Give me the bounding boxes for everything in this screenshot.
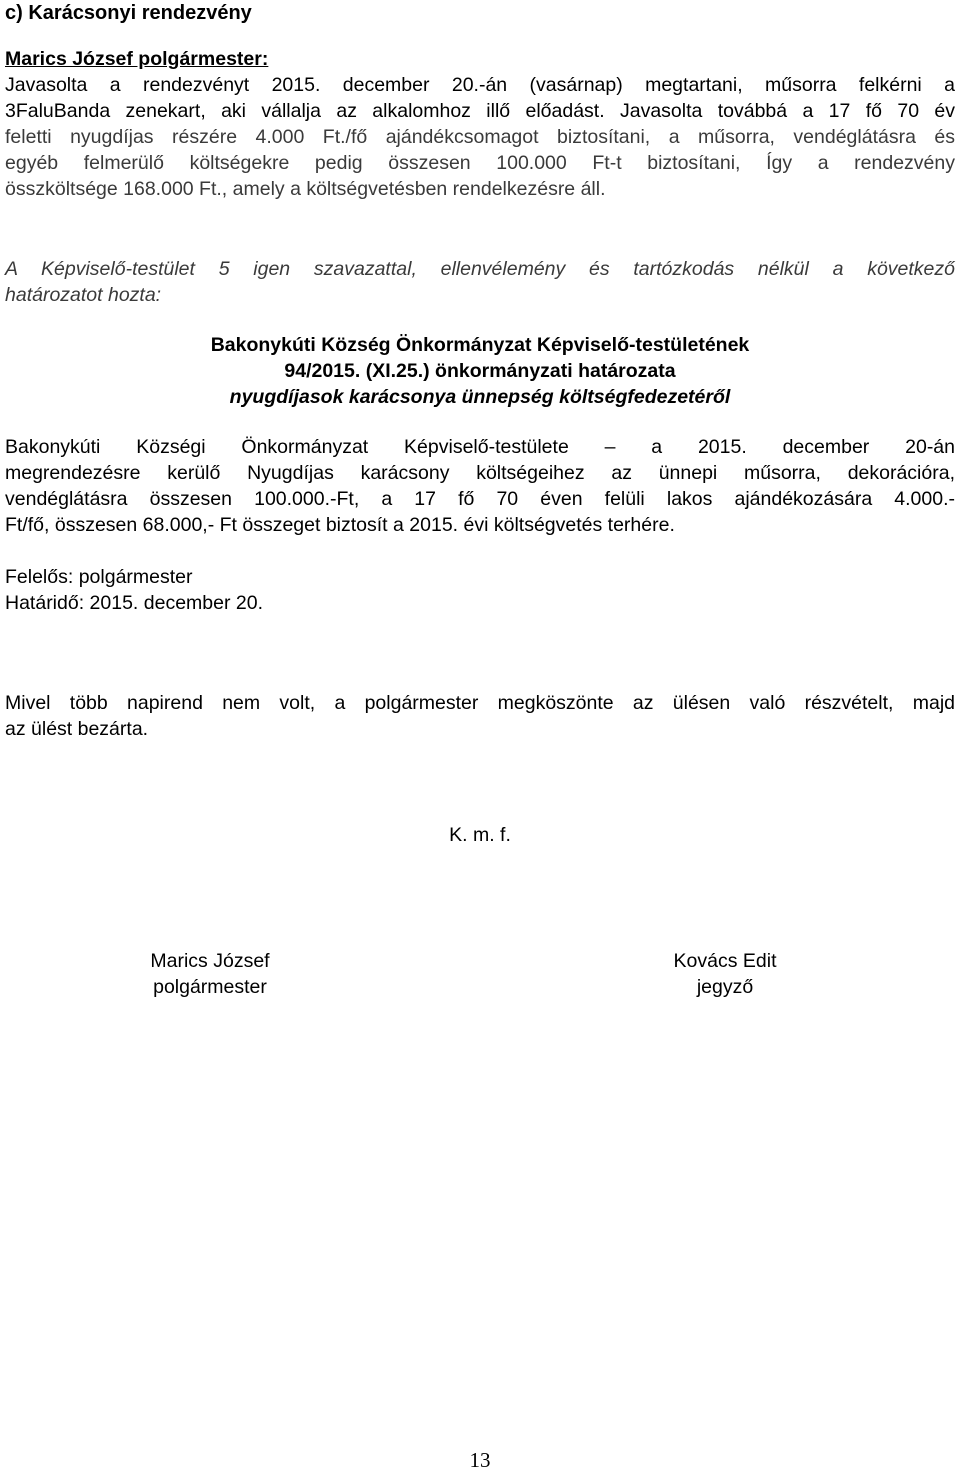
kmf-line: K. m. f.	[449, 824, 511, 846]
paragraph-line: Mivel több napirend nem volt, a polgármester megköszönte az ülésen való részvételt, majd	[5, 692, 955, 714]
resolution-number: 94/2015. (XI.25.) önkormányzati határozata	[284, 360, 676, 382]
document-page	[5, 0, 955, 1471]
paragraph-line: Javasolta a rendezvényt 2015. december 20.-án (vasárnap) megtartani, műsorra felkérni a	[5, 74, 955, 96]
closing-paragraph	[5, 690, 955, 742]
paragraph-line: Bakonykúti Községi Önkormányzat Képviselő-testülete – a 2015. december 20-án	[5, 436, 955, 458]
vote-paragraph	[5, 256, 955, 308]
resolution-body-name: Bakonykúti Község Önkormányzat Képviselő-testületének	[210, 334, 750, 356]
signatory-name: Kovács Edit	[673, 950, 777, 972]
signatory-name: Marics József	[150, 950, 270, 972]
paragraph-line: az ülést bezárta.	[5, 718, 149, 740]
speaker-label: Marics József polgármester:	[5, 48, 269, 70]
proposal-paragraph	[5, 72, 955, 202]
paragraph-line: vendéglátásra összesen 100.000.-Ft, a 17 fő 70 éven felüli lakos ajándékozására 4.000.-	[5, 488, 955, 510]
paragraph-line: A Képviselő-testület 5 igen szavazattal, ellenvélemény és tartózkodás nélkül a következő	[5, 258, 955, 280]
section-heading: c) Karácsonyi rendezvény	[5, 2, 252, 24]
paragraph-line: 3FaluBanda zenekart, aki vállalja az alkalomhoz illő előadást. Javasolta továbbá a 17 fő 70 év	[5, 100, 955, 122]
paragraph-line: feletti nyugdíjas részére 4.000 Ft./fő ajándékcsomagot biztosítani, a műsorra, vendéglátásra és	[5, 126, 955, 148]
paragraph-line: Ft/fő, összesen 68.000,- Ft összeget biztosít a 2015. évi költségvetés terhére.	[5, 514, 675, 536]
signature-left	[100, 948, 320, 1000]
signatory-role: jegyző	[696, 976, 754, 998]
paragraph-line: egyéb felmerülő költségekre pedig összesen 100.000 Ft-t biztosítani, Így a rendezvény	[5, 152, 955, 174]
resolution-text	[5, 434, 955, 538]
paragraph-line: összköltsége 168.000 Ft., amely a költségvetésben rendelkezésre áll.	[5, 178, 606, 200]
resolution-title: nyugdíjasok karácsonya ünnepség költségfedezetéről	[229, 386, 731, 408]
deadline-line: Határidő: 2015. december 20.	[5, 592, 263, 614]
signatory-role: polgármester	[153, 976, 267, 998]
page-number: 13	[469, 1448, 491, 1472]
signature-right	[620, 948, 830, 1000]
paragraph-line: megrendezésre kerülő Nyugdíjas karácsony költségeihez az ünnepi műsorra, dekorációra,	[5, 462, 955, 484]
paragraph-line: határozatot hozta:	[5, 284, 162, 306]
responsible-line: Felelős: polgármester	[5, 566, 193, 588]
